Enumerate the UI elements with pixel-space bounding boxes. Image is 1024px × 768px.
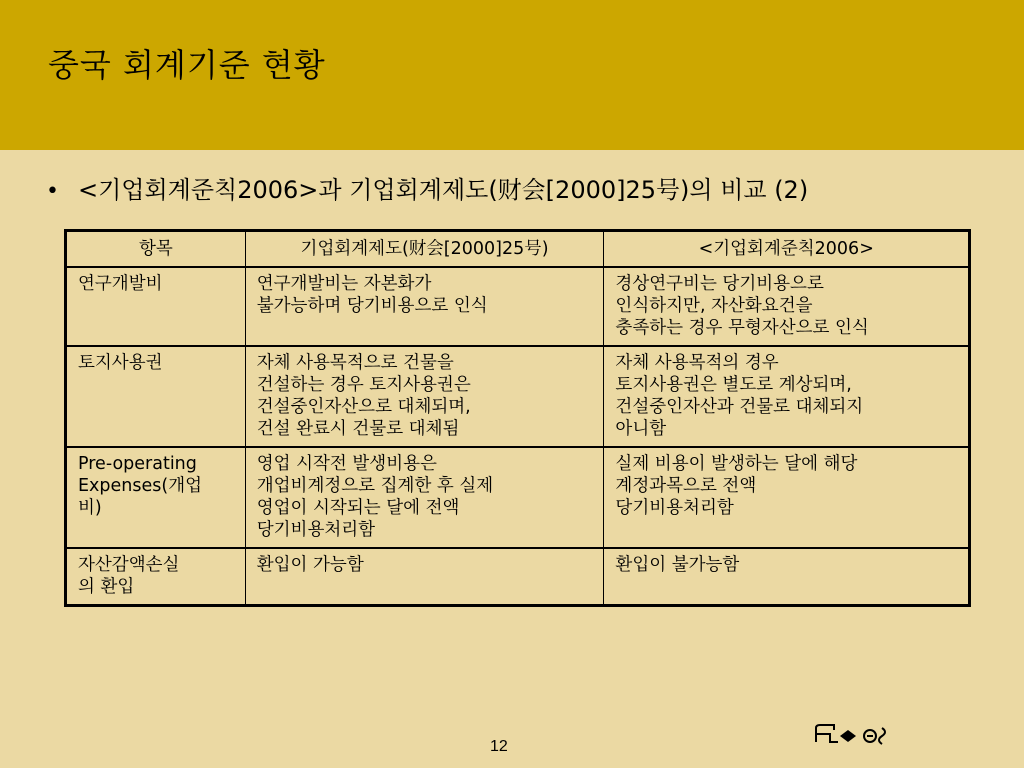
table-row [66, 548, 970, 606]
row-item: 연구개발비 [66, 267, 246, 346]
bullet-dot-icon: • [46, 179, 59, 204]
row-old: 영업 시작전 발생비용은 개업비계정으로 집계한 후 실제 영업이 시작되는 달에 전액 당기비용처리함 [245, 447, 604, 548]
bullet-text: <기업회계준칙2006>과 기업회계제도(财会[2000]25号)의 비교 (2) [78, 176, 809, 204]
row-new: 실제 비용이 발생하는 달에 해당 계정과목으로 전액 당기비용처리함 [604, 447, 970, 548]
header-item: 항목 [66, 231, 246, 268]
logo-icon [812, 722, 890, 746]
header-new-standard: <기업회계준칙2006> [604, 231, 970, 268]
row-old: 환입이 가능함 [245, 548, 604, 606]
row-new: 자체 사용목적의 경우 토지사용권은 별도로 계상되며, 건설중인자산과 건물로 대체되지 아니함 [604, 346, 970, 447]
slide-title: 중국 회계기준 현황 [48, 46, 326, 84]
bullet-point [46, 170, 808, 205]
table-header-row [66, 231, 970, 268]
row-item: 토지사용권 [66, 346, 246, 447]
row-new: 환입이 불가능함 [604, 548, 970, 606]
page-number: 12 [490, 738, 508, 755]
row-old: 자체 사용목적으로 건물을 건설하는 경우 토지사용권은 건설중인자산으로 대체되며, 건설 완료시 건물로 대체됨 [245, 346, 604, 447]
comparison-table [64, 229, 971, 607]
header-old-system: 기업회계제도(财会[2000]25号) [245, 231, 604, 268]
row-item: Pre-operating Expenses(개업 비) [66, 447, 246, 548]
row-new: 경상연구비는 당기비용으로 인식하지만, 자산화요건을 충족하는 경우 무형자산으로 인식 [604, 267, 970, 346]
row-old: 연구개발비는 자본화가 불가능하며 당기비용으로 인식 [245, 267, 604, 346]
table-row [66, 447, 970, 548]
table-row [66, 267, 970, 346]
table-row [66, 346, 970, 447]
row-item: 자산감액손실 의 환입 [66, 548, 246, 606]
